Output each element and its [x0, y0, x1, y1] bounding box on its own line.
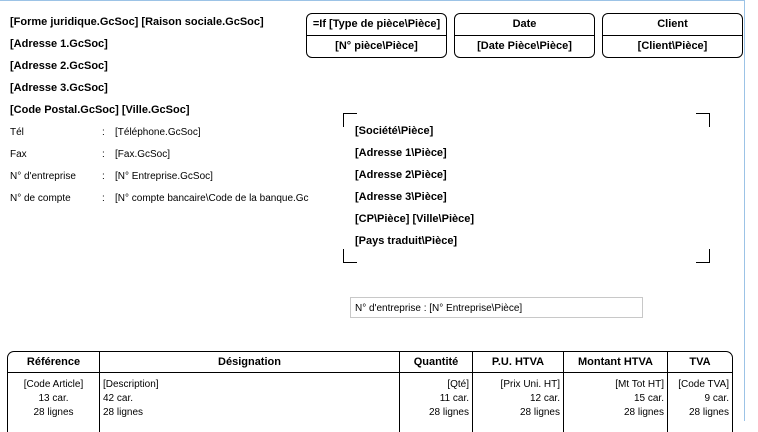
- column-header-quantity: Quantité: [400, 352, 472, 373]
- recipient-address-1: [Adresse 1\Pièce]: [355, 147, 447, 159]
- recipient-company: [Société\Pièce]: [355, 125, 434, 137]
- recipient-city-line: [CP\Pièce] [Ville\Pièce]: [355, 213, 475, 225]
- cell-designation-field: [Description]: [103, 379, 159, 390]
- field-label-fax: Fax: [10, 149, 27, 160]
- cell-reference-field: [Code Article]: [23, 379, 84, 390]
- field-label-phone: Tél: [10, 127, 24, 138]
- column-vat[interactable]: [667, 352, 732, 432]
- column-header-reference: Référence: [8, 352, 99, 373]
- company-address-2: [Adresse 2.GcSoc]: [10, 60, 108, 72]
- field-label-company-number: N° d'entreprise: [10, 171, 76, 182]
- lines-table: [7, 351, 733, 432]
- cell-unit-price-lines: 28 lignes: [519, 407, 560, 418]
- recipient-address-2: [Adresse 2\Pièce]: [355, 169, 447, 181]
- column-header-vat: TVA: [668, 352, 732, 373]
- field-separator: :: [102, 193, 105, 204]
- cell-quantity-field: [Qté]: [447, 379, 469, 390]
- window-corner-bottom-right: [696, 249, 710, 263]
- company-address-3: [Adresse 3.GcSoc]: [10, 82, 108, 94]
- company-address-1: [Adresse 1.GcSoc]: [10, 38, 108, 50]
- column-designation[interactable]: [99, 352, 399, 432]
- field-label-account: N° de compte: [10, 193, 71, 204]
- recipient-country: [Pays traduit\Pièce]: [355, 235, 458, 247]
- cell-vat-field: [Code TVA]: [678, 379, 729, 390]
- cell-amount-field: [Mt Tot HT]: [615, 379, 664, 390]
- document-number: [N° pièce\Pièce]: [307, 35, 446, 57]
- field-value-phone: [Téléphone.GcSoc]: [115, 127, 201, 138]
- cell-amount-chars: 15 car.: [633, 393, 664, 404]
- client-box[interactable]: [602, 13, 743, 58]
- field-separator: :: [102, 149, 105, 160]
- column-unit-price[interactable]: [472, 352, 563, 432]
- document-type-box[interactable]: [306, 13, 447, 58]
- recipient-company-number[interactable]: N° d'entreprise : [N° Entreprise\Pièce]: [350, 297, 643, 318]
- cell-reference-lines: 28 lignes: [33, 407, 74, 418]
- cell-unit-price-field: [Prix Uni. HT]: [500, 379, 560, 390]
- field-value-fax: [Fax.GcSoc]: [115, 149, 171, 160]
- document-type-title: =If [Type de pièce\Pièce]: [312, 18, 441, 30]
- column-quantity[interactable]: [399, 352, 472, 432]
- cell-designation-lines: 28 lignes: [103, 407, 144, 418]
- cell-quantity-lines: 28 lignes: [428, 407, 469, 418]
- cell-vat-chars: 9 car.: [704, 393, 729, 404]
- company-city-line: [Code Postal.GcSoc] [Ville.GcSoc]: [10, 104, 190, 116]
- column-amount[interactable]: [563, 352, 667, 432]
- column-header-amount: Montant HTVA: [564, 352, 667, 373]
- cell-designation-chars: 42 car.: [103, 393, 134, 404]
- cell-unit-price-chars: 12 car.: [529, 393, 560, 404]
- client-value: [Client\Pièce]: [603, 35, 742, 57]
- cell-quantity-chars: 11 car.: [439, 393, 469, 404]
- cell-vat-lines: 28 lignes: [688, 407, 729, 418]
- field-separator: :: [102, 127, 105, 138]
- column-header-designation: Désignation: [100, 352, 399, 373]
- client-title: Client: [657, 18, 688, 30]
- date-value: [Date Pièce\Pièce]: [455, 35, 594, 57]
- recipient-address-3: [Adresse 3\Pièce]: [355, 191, 447, 203]
- field-separator: :: [102, 171, 105, 182]
- date-box[interactable]: [454, 13, 595, 58]
- column-header-unit-price: P.U. HTVA: [473, 352, 563, 373]
- window-corner-top-right: [696, 113, 710, 127]
- window-corner-bottom-left: [343, 249, 357, 263]
- field-value-company-number: [N° Entreprise.GcSoc]: [115, 171, 213, 182]
- company-legal-name: [Forme juridique.GcSoc] [Raison sociale.GcSoc]: [10, 16, 264, 28]
- field-value-account: [N° compte bancaire\Code de la banque.Gc: [115, 193, 309, 204]
- cell-reference-chars: 13 car.: [38, 393, 69, 404]
- column-reference[interactable]: [8, 352, 99, 432]
- cell-amount-lines: 28 lignes: [623, 407, 664, 418]
- date-title: Date: [512, 18, 537, 30]
